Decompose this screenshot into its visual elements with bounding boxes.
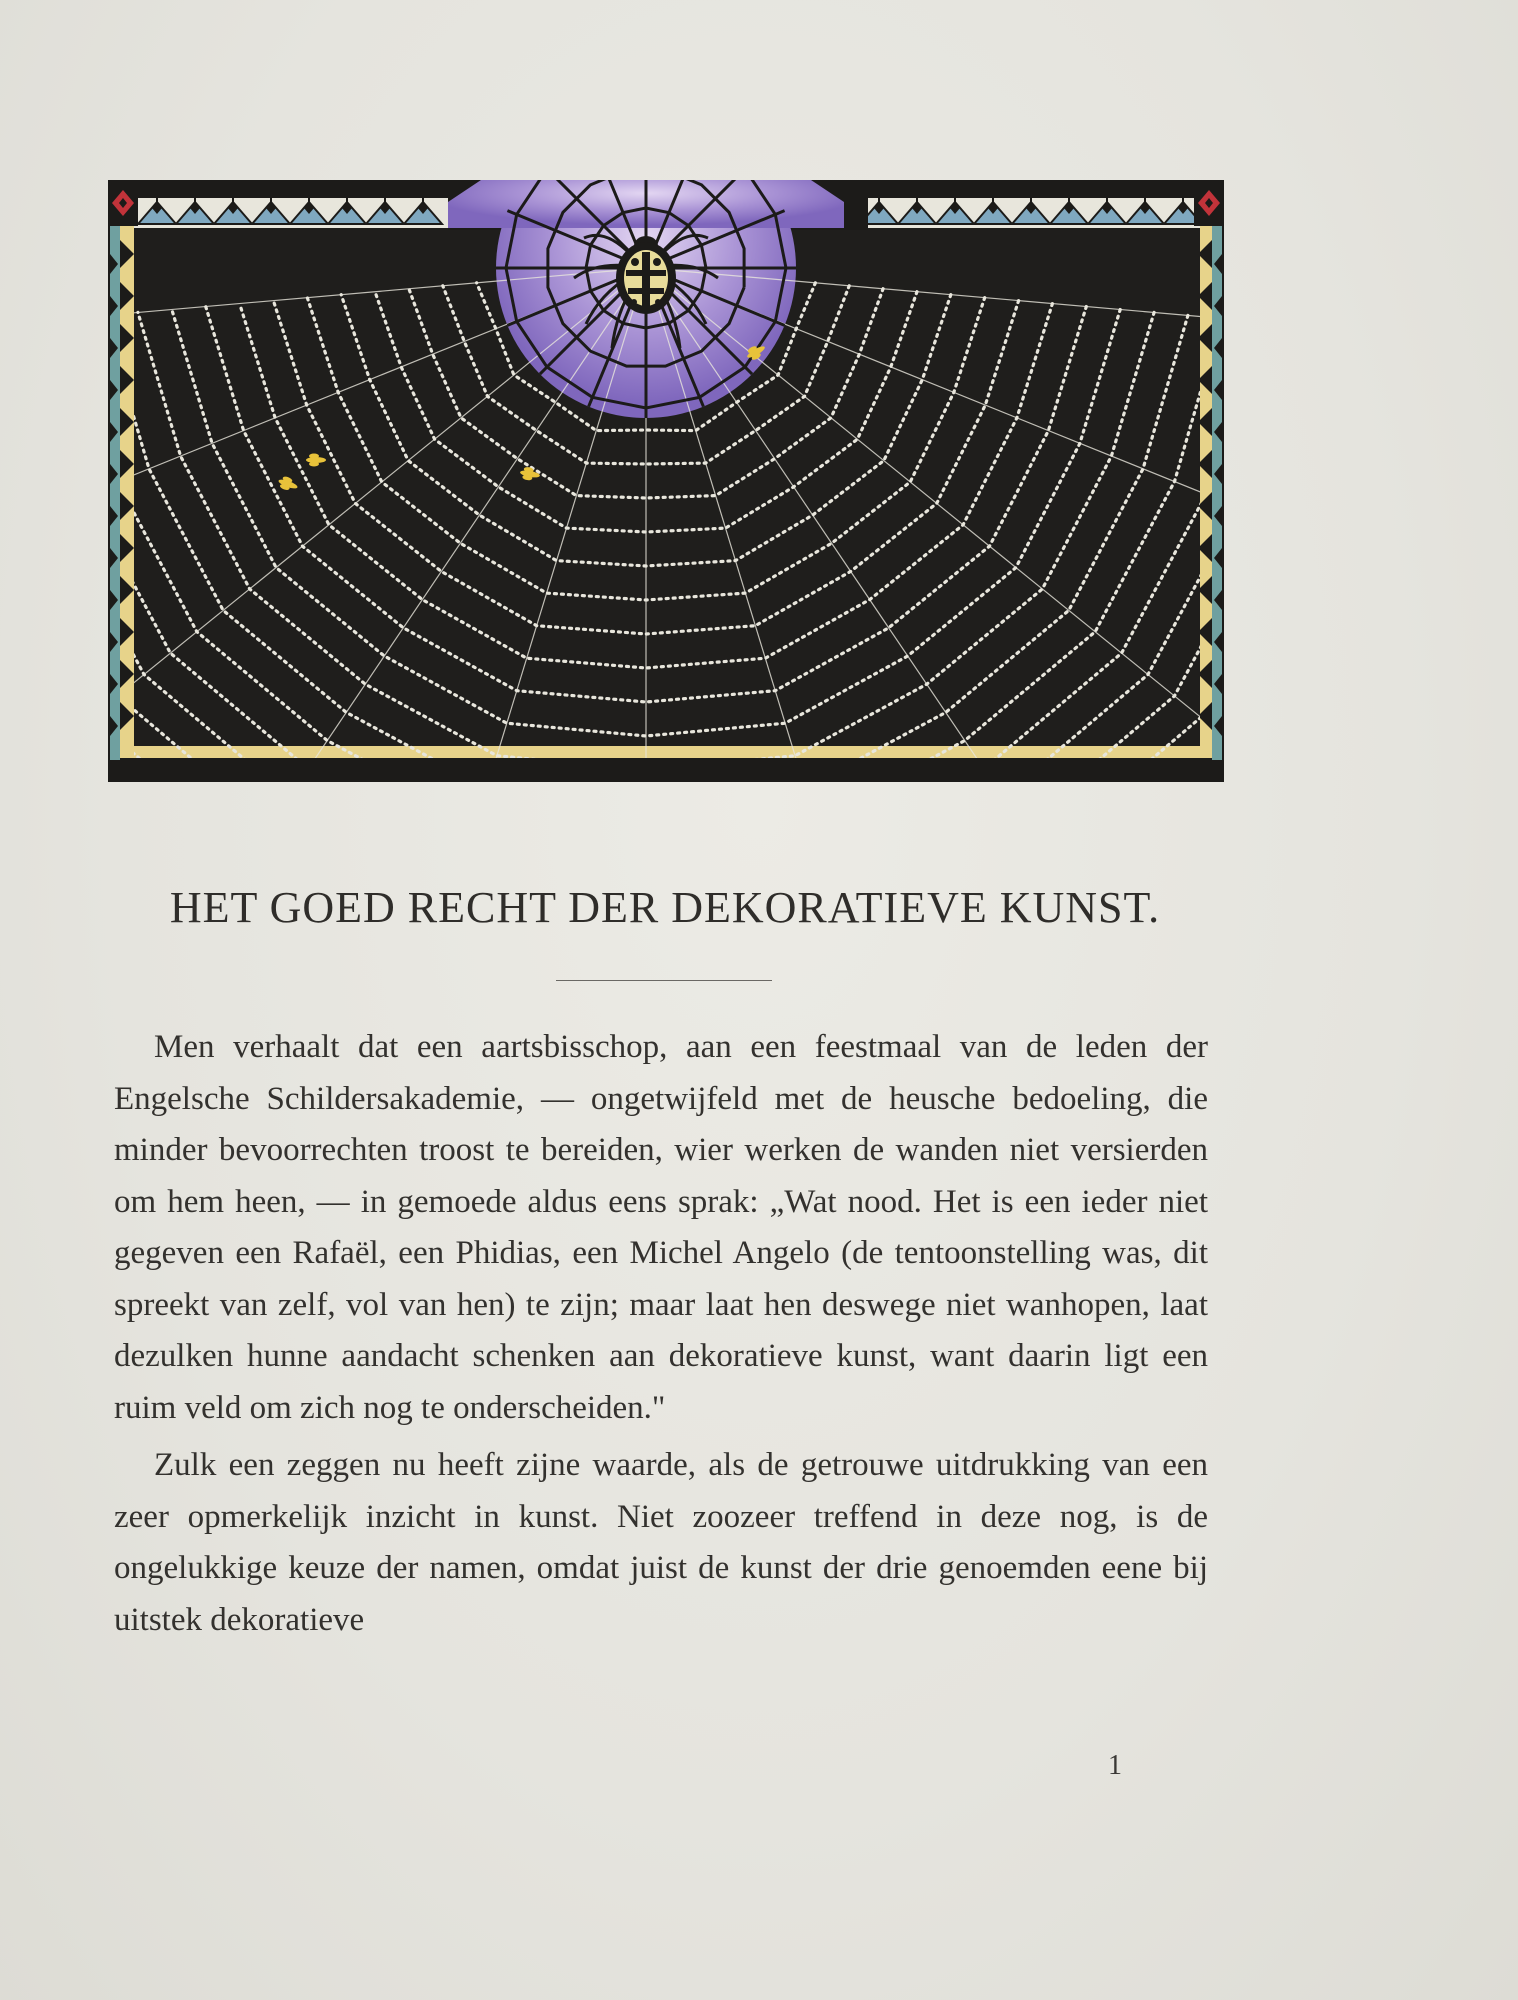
corner-left: [108, 180, 138, 226]
title-rule: [556, 980, 772, 981]
paragraph: Men verhaalt dat een aartsbisschop, aan een feestmaal van de leden der Engelsche Schildersakademie, — ongetwijfeld met de heusche bedoeling, die minder bevoorrechten troost te bereiden, wier werken de wanden niet versierden om hem heen, — in gemoede aldus eens sprak: „Wat nood. Het is een ieder niet gegeven een Rafaël, een Phidias, een Michel Angelo (de tentoonstelling was, dit spreekt van zelf, vol van hen) te zijn; maar laat hen deswege niet wanhopen, laat dezulken hunne aandacht schenken aan dekoratieve kunst, want daarin ligt een ruim veld om zich nog te onderscheiden.": [114, 1029, 1208, 1426]
paragraph: Zulk een zeggen nu heeft zijne waarde, als de getrouwe uitdrukking van een zeer opmerkelijk inzicht in kunst. Niet zoozeer treffend in deze nog, is de ongelukkige keuze der namen, omdat juist de kunst der drie genoemden eene bij uitstek dekoratieve: [114, 1447, 1208, 1638]
body-text: [114, 1022, 1208, 1652]
corner-right: [1194, 180, 1224, 226]
page-number: 1: [1108, 1750, 1122, 1781]
border-yellow-bottom: [120, 746, 1212, 758]
chapter-title: HET GOED RECHT DER DEKORATIEVE KUNST.: [169, 883, 1161, 932]
spider-web-headpiece: [108, 180, 1224, 782]
